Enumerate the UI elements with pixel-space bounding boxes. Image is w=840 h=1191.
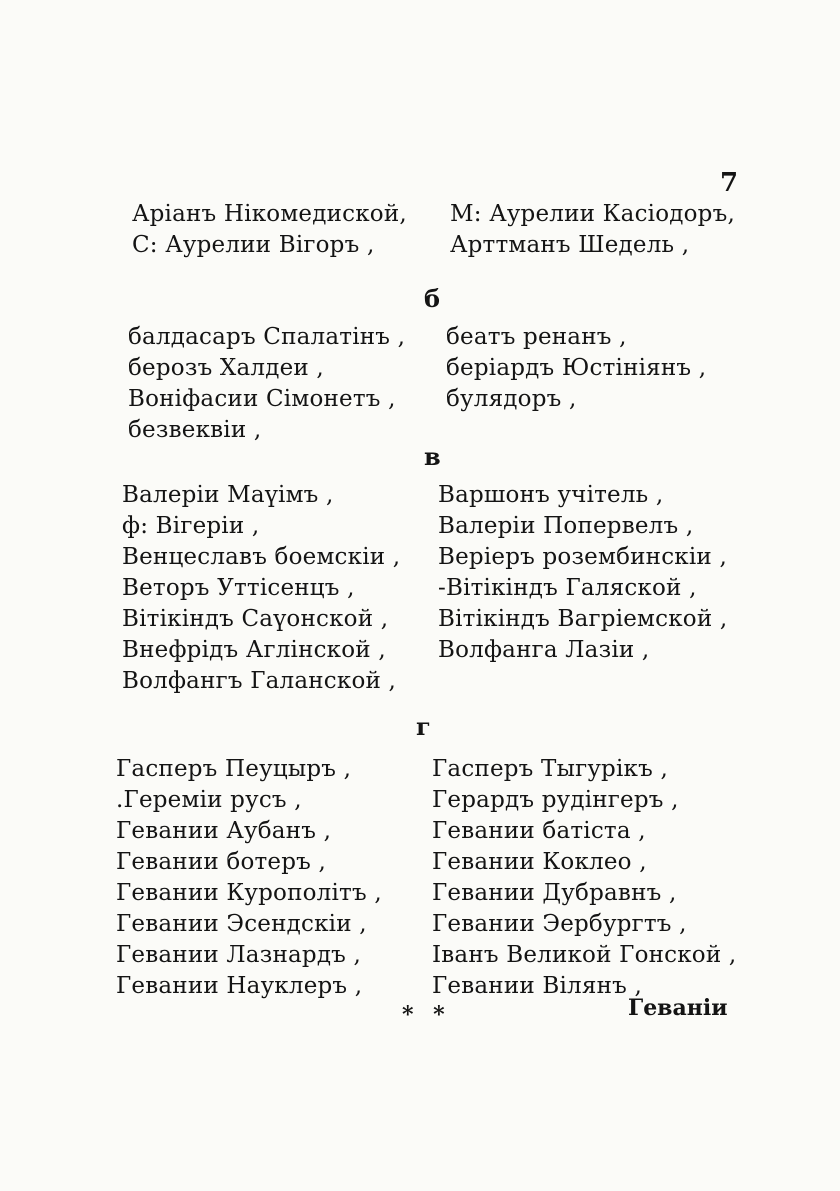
section-2-right-column: [438, 480, 727, 666]
entry: балдасаръ Спалатінъ ,: [128, 324, 406, 350]
entry: С: Аурелии Вігоръ ,: [132, 232, 375, 258]
entry: берозъ Халдеи ,: [128, 355, 324, 381]
section-letter-b: б: [424, 284, 441, 313]
section-1-left-column: [128, 322, 405, 446]
page-number: 7: [720, 168, 739, 198]
entry: М: Аурелии Касіодоръ,: [450, 201, 735, 227]
entry: Гевании Курополітъ ,: [116, 880, 382, 906]
entry: Вiтiкiндъ Саүонской ,: [122, 606, 389, 632]
entry: Аріанъ Нікомедиской,: [132, 201, 407, 227]
entry: Гевании Эсендскіи ,: [116, 911, 367, 937]
entry: Вiтiкiндъ Вагрiемской ,: [438, 606, 728, 632]
section-letter-g: г: [416, 712, 431, 741]
entry: Валерiи Маүiмъ ,: [122, 482, 334, 508]
entry: Гевании Аубанъ ,: [116, 818, 332, 844]
entry: Гевании Лазнардъ ,: [116, 942, 362, 968]
entry: .Геремiи русъ ,: [116, 787, 302, 813]
entry: Гевании батiста ,: [432, 818, 646, 844]
section-3-left-column: [116, 754, 382, 1002]
entry: Варшонъ учiтель ,: [438, 482, 664, 508]
entry: Герардъ рудiнгеръ ,: [432, 787, 679, 813]
entry: Волфанга Лазiи ,: [438, 637, 650, 663]
entry: булядоръ ,: [446, 386, 577, 412]
entry: Гасперъ Пеуцыръ ,: [116, 756, 352, 782]
entry: Гевании Эербургтъ ,: [432, 911, 687, 937]
entry: Веторъ Уттiсенцъ ,: [122, 575, 355, 601]
entry: безвеквіи ,: [128, 417, 262, 443]
catchword: Геванiи: [628, 995, 728, 1021]
entry: беатъ ренанъ ,: [446, 324, 627, 350]
section-3-right-column: [432, 754, 736, 1002]
entry: Волфангъ Галанской ,: [122, 668, 397, 694]
section-1-right-column: [446, 322, 706, 415]
section-0-right-column: [450, 199, 735, 261]
entry: Гасперъ Тыгурiкъ ,: [432, 756, 668, 782]
section-2-left-column: [122, 480, 400, 697]
entry: ф: Вiгерiи ,: [122, 513, 260, 539]
entry: Внефрiдъ Аглiнской ,: [122, 637, 386, 663]
signature-mark: * *: [402, 1002, 451, 1028]
entry: Вонiфасии Сiмонетъ ,: [128, 386, 396, 412]
entry: Арттманъ Шедель ,: [450, 232, 690, 258]
entry: Гевании Науклеръ ,: [116, 973, 363, 999]
entry: Гевании Вiлянъ ,: [432, 973, 642, 999]
entry: Гевании Дубравнъ ,: [432, 880, 677, 906]
section-0-left-column: [132, 199, 407, 261]
entry: Іванъ Великой Гонской ,: [432, 942, 737, 968]
entry: Верiеръ розембинскiи ,: [438, 544, 727, 570]
entry: Гевании Коклео ,: [432, 849, 647, 875]
entry: Валерiи Попервелъ ,: [438, 513, 694, 539]
entry: Венцеславъ боемскiи ,: [122, 544, 401, 570]
section-letter-v: в: [424, 442, 441, 471]
entry: берiардъ Юстiнiянъ ,: [446, 355, 707, 381]
entry: -Вiтiкiндъ Галяской ,: [438, 575, 697, 601]
entry: Гевании ботеръ ,: [116, 849, 327, 875]
